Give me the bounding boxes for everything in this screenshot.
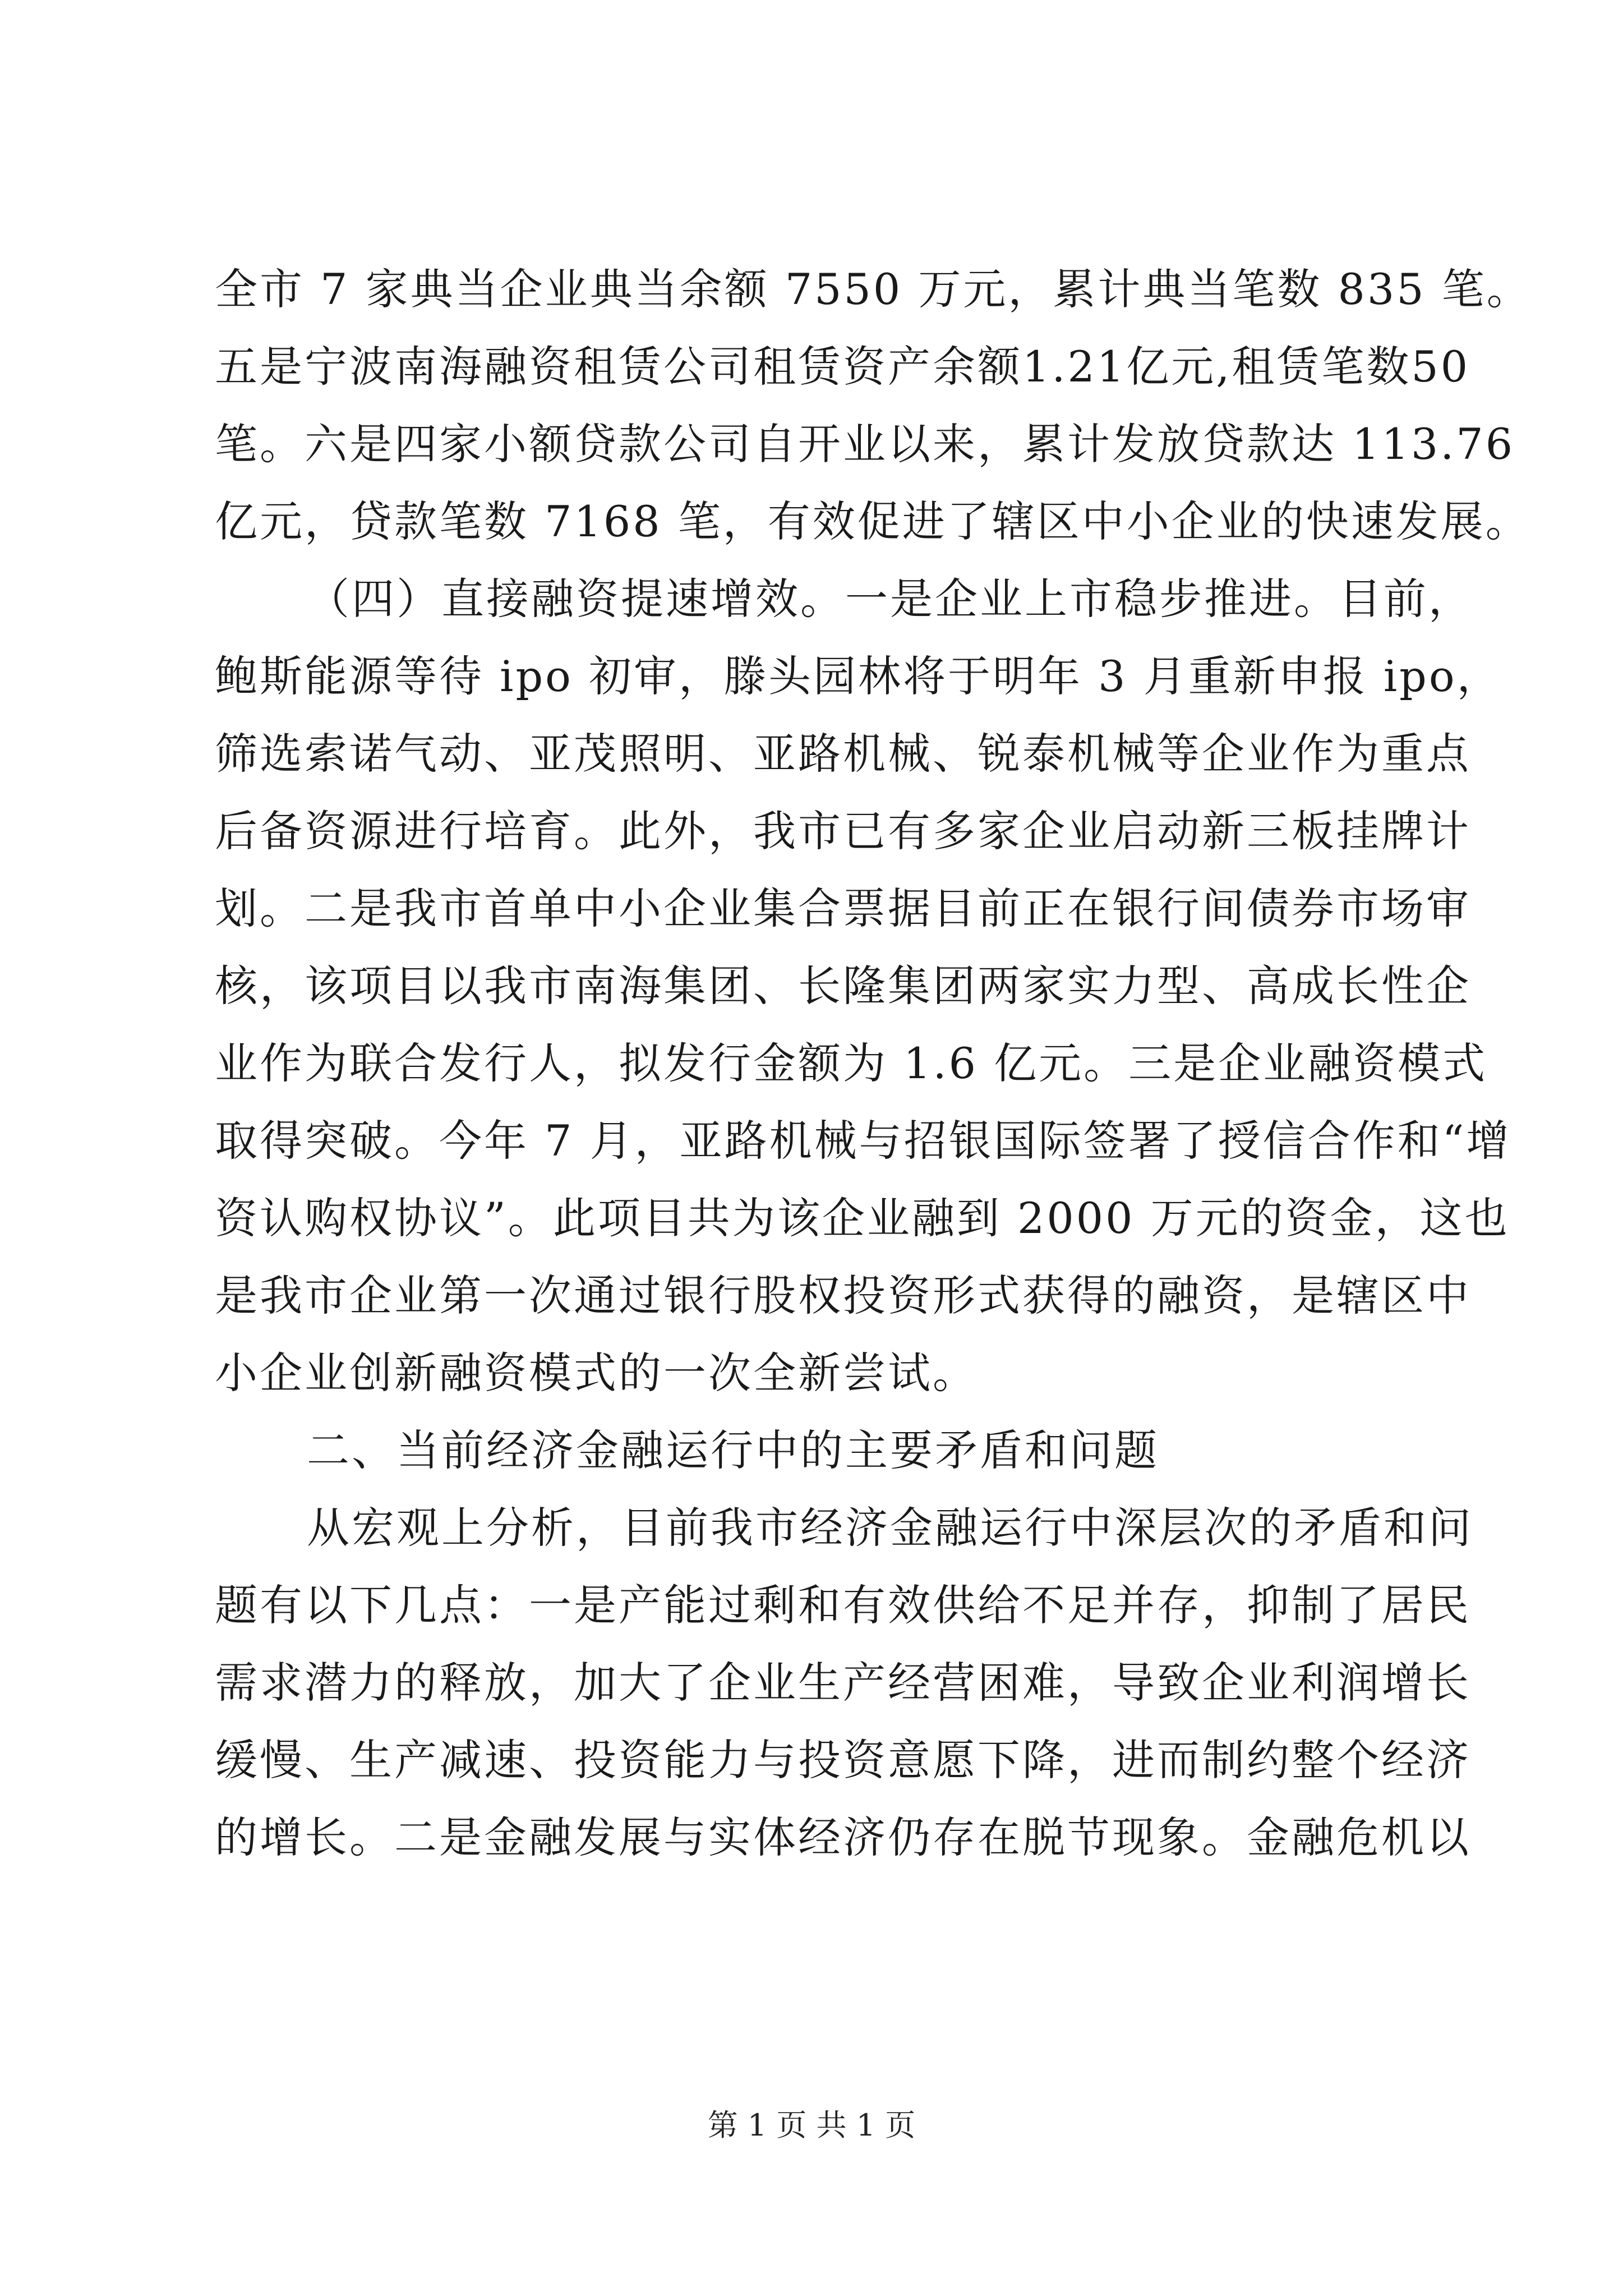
- section-heading: 二、当前经济金融运行中的主要矛盾和问题: [307, 1425, 1159, 1475]
- body-text-line: 取得突破。今年 7 月，亚路机械与招银国际签署了授信合作和“增: [215, 1116, 1511, 1166]
- page-footer: 第 1 页 共 1 页: [707, 2108, 916, 2143]
- body-text-line: 题有以下几点：一是产能过剩和有效供给不足并存，抑制了居民: [215, 1580, 1471, 1630]
- body-text-line: 需求潜力的释放，加大了企业生产经营困难，导致企业利润增长: [215, 1658, 1471, 1708]
- section-heading-line: （四）直接融资提速增效。一是企业上市稳步推进。目前，: [307, 574, 1473, 624]
- body-text-line: 筛选索诺气动、亚茂照明、亚路机械、锐泰机械等企业作为重点: [215, 729, 1471, 779]
- body-text-line: 从宏观上分析，目前我市经济金融运行中深层次的矛盾和问: [307, 1503, 1473, 1553]
- body-text-line: 资认购权协议”。此项目共为该企业融到 2000 万元的资金，这也: [215, 1193, 1510, 1243]
- body-text-line: 的增长。二是金融发展与实体经济仍存在脱节现象。金融危机以: [215, 1812, 1471, 1862]
- body-text-line: 核，该项目以我市南海集团、长隆集团两家实力型、高成长性企: [215, 961, 1471, 1011]
- body-text-line: 鲍斯能源等待 ipo 初审，滕头园林将于明年 3 月重新申报 ipo，: [215, 651, 1502, 701]
- body-text-line: 小企业创新融资模式的一次全新尝试。: [215, 1348, 978, 1398]
- body-text-line: 缓慢、生产减速、投资能力与投资意愿下降，进而制约整个经济: [215, 1735, 1471, 1785]
- body-text-line: 后备资源进行培育。此外，我市已有多家企业启动新三板挂牌计: [215, 806, 1471, 856]
- body-text-line: 全市 7 家典当企业典当余额 7550 万元，累计典当笔数 835 笔。: [215, 264, 1532, 314]
- body-text-line: 亿元，贷款笔数 7168 笔，有效促进了辖区中小企业的快速发展。: [215, 496, 1530, 546]
- body-text-line: 业作为联合发行人，拟发行金额为 1.6 亿元。三是企业融资模式: [215, 1038, 1488, 1088]
- body-text-line: 是我市企业第一次通过银行股权投资形式获得的融资，是辖区中: [215, 1271, 1471, 1320]
- body-text-line: 笔。六是四家小额贷款公司自开业以来，累计发放贷款达 113.76: [215, 419, 1515, 469]
- body-text-line: 五是宁波南海融资租赁公司租赁资产余额1.21亿元,租赁笔数50: [215, 342, 1470, 392]
- body-text-line: 划。二是我市首单中小企业集合票据目前正在银行间债券市场审: [215, 884, 1471, 933]
